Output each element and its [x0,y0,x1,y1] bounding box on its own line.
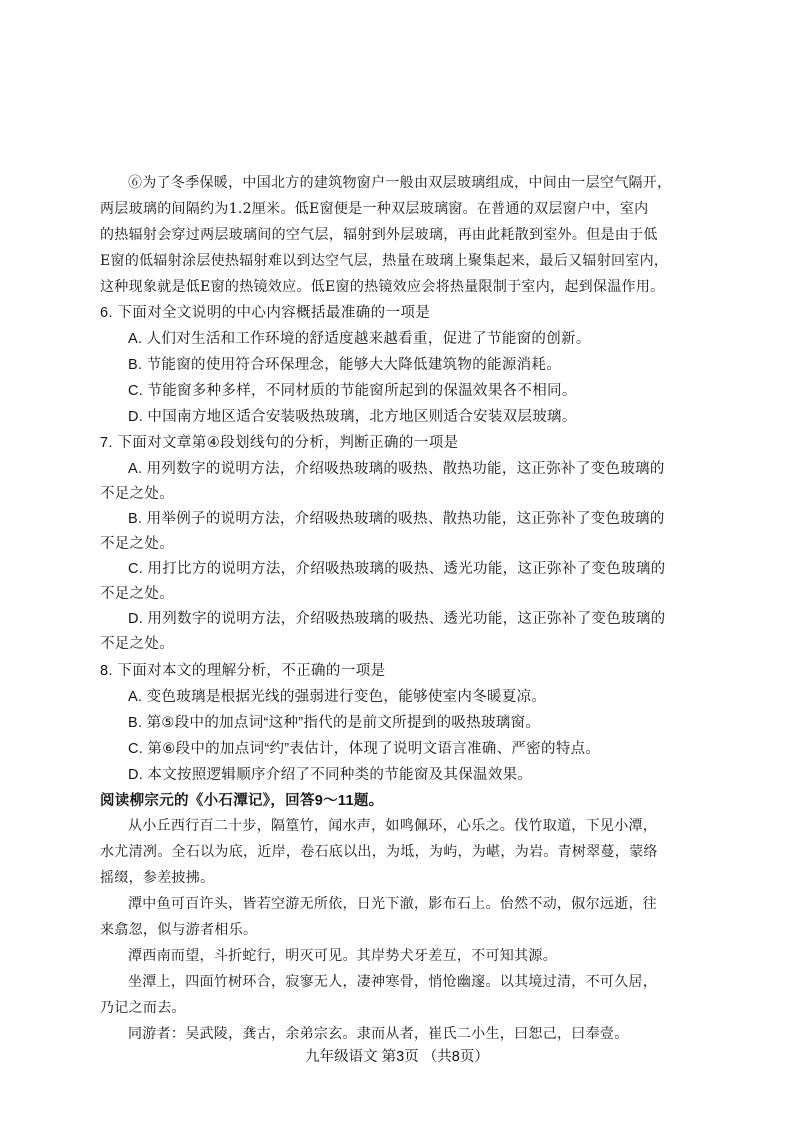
option-a: A. 用列数字的说明方法，介绍吸热玻璃的吸热、散热功能，这正弥补了变色玻璃的 [128,461,665,477]
classical-line: 潭西南而望，斗折蛇行，明灭可见。其岸势犬牙差互，不可知其源。 [128,948,557,964]
option-b: B. 第⑤段中的加点词“这种”指代的是前文所提到的吸热玻璃窗。 [128,715,541,731]
option-c: C. 节能窗多种多样，不同材质的节能窗所起到的保温效果各不相同。 [128,383,577,399]
option-a: A. 变色玻璃是根据光线的强弱进行变色，能够使室内冬暖夏凉。 [128,689,547,705]
classical-line: 乃记之而去。 [100,1000,186,1016]
question-stem: 6. 下面对全文说明的中心内容概括最准确的一项是 [100,305,431,321]
passage-line: 这种现象就是低E窗的热镜效应。低E窗的热镜效应会将热量限制于室内，起到保温作用。 [100,279,665,295]
classical-line: 水尤清冽。全石以为底，近岸，卷石底以出，为坻，为屿，为嵁，为岩。青树翠蔓，蒙络 [100,844,658,860]
classical-line: 来翕忽，似与游者相乐。 [100,922,258,938]
option-a-cont: 不足之处。 [100,486,174,502]
option-c: C. 第⑥段中的加点词“约”表估计，体现了说明文语言准确、严密的特点。 [128,741,601,757]
option-b-cont: 不足之处。 [100,536,174,552]
reading-heading: 阅读柳宗元的《小石潭记》，回答9～11题。 [100,793,384,809]
classical-line: 从小丘西行百二十步，隔篁竹，闻水声，如鸣佩环，心乐之。伐竹取道，下见小潭， [128,818,658,834]
page-footer: 九年级语文 第3页 （共8页） [305,1049,489,1065]
option-d: D. 中国南方地区适合安装吸热玻璃，北方地区则适合安装双层玻璃。 [128,409,577,425]
option-c-cont: 不足之处。 [100,586,174,602]
option-b: B. 用举例子的说明方法，介绍吸热玻璃的吸热、散热功能，这正弥补了变色玻璃的 [128,511,665,527]
option-a: A. 人们对生活和工作环境的舒适度越来越看重，促进了节能窗的创新。 [128,331,591,347]
passage-line: 两层玻璃的间隔约为1.2厘米。低E窗便是一种双层玻璃窗。在普通的双层窗户中，室内 [100,201,649,217]
option-b: B. 节能窗的使用符合环保理念，能够大大降低建筑物的能源消耗。 [128,357,562,373]
option-d-cont: 不足之处。 [100,636,174,652]
classical-line: 摇缀，参差披拂。 [100,870,215,886]
option-d: D. 用列数字的说明方法，介绍吸热玻璃的吸热、透光功能，这正弥补了变色玻璃的 [128,611,666,627]
passage-line: 的热辐射会穿过两层玻璃间的空气层，辐射到外层玻璃，再由此耗散到室外。但是由于低 [100,227,658,243]
passage-line: ⑥为了冬季保暖，中国北方的建筑物窗户一般由双层玻璃组成，中间由一层空气隔开， [128,175,672,191]
option-d: D. 本文按照逻辑顺序介绍了不同种类的节能窗及其保温效果。 [128,767,533,783]
classical-line: 坐潭上，四面竹树环合，寂寥无人，凄神寒骨，悄怆幽邃。以其境过清，不可久居， [128,974,658,990]
passage-line: E窗的低辐射涂层使热辐射难以到达空气层，热量在玻璃上聚集起来，最后又辐射回室内， [100,253,669,269]
option-c: C. 用打比方的说明方法，介绍吸热玻璃的吸热、透光功能，这正弥补了变色玻璃的 [128,561,666,577]
question-stem: 8. 下面对本文的理解分析，不正确的一项是 [100,663,386,679]
classical-line: 潭中鱼可百许头，皆若空游无所依，日光下澈，影布石上。佁然不动，俶尔远逝，往 [128,896,658,912]
classical-line: 同游者：吴武陵，龚古，余弟宗玄。隶而从者，崔氏二小生，曰恕己，曰奉壹。 [128,1026,629,1042]
question-stem: 7. 下面对文章第④段划线句的分析，判断正确的一项是 [100,435,459,451]
